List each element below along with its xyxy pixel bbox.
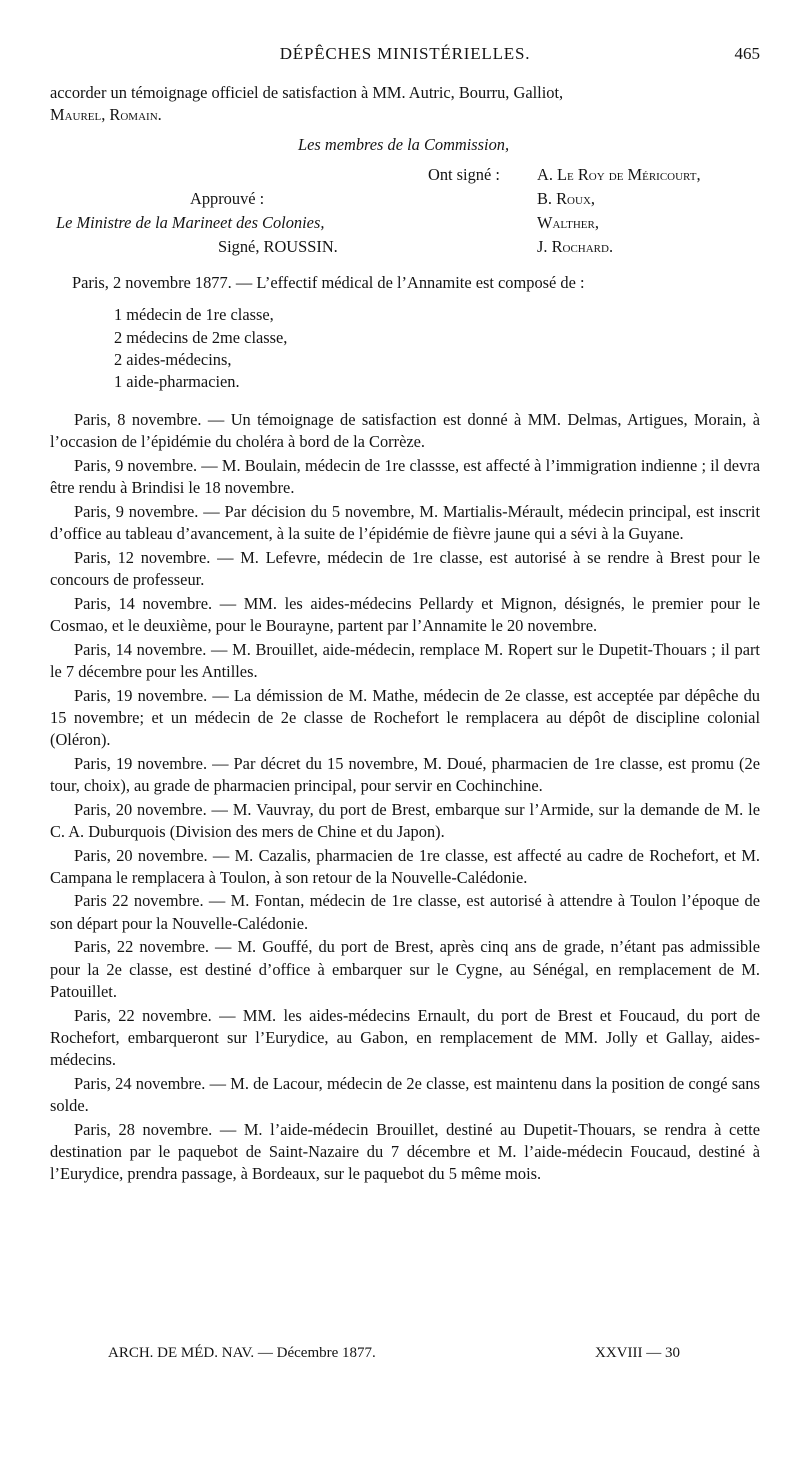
intro-line: Maurel, Romain. xyxy=(50,105,162,125)
footer-journal: ARCH. DE MÉD. NAV. — Décembre 1877. xyxy=(108,1345,376,1361)
approuve-label: Approuvé : xyxy=(190,189,265,209)
dispatch-paragraph: Paris, 22 novembre. — M. Gouffé, du port de Brest, après cinq ans de grade, n’étant pas admissible pour la 2e classe, est destiné d’office à embarquer sur le Cygne, au Sénégal, en remplacement de M. Patouillet. xyxy=(50,937,760,1001)
dispatch-paragraph: Paris, 12 novembre. — M. Lefevre, médecin de 1re classe, est autorisé à se rendre à Brest pour le concours de professeur. xyxy=(50,547,760,590)
running-title: DÉPÊCHES MINISTÉRIELLES. xyxy=(279,44,531,63)
signature-block xyxy=(50,126,760,300)
signatory-name: Walther, xyxy=(537,213,599,233)
dispatch-paragraph: Paris, 9 novembre. — Par décision du 5 novembre, M. Martialis-Mérault, médecin principal, est inscrit d’office au tableau d’avancement, à la suite de l’épidémie de fièvre jaune qui a sévi à la Guyane. xyxy=(50,502,760,544)
dispatch-paragraph: Paris, 8 novembre. — Un témoignage de satisfaction est donné à MM. Delmas, Artigues, Morain, à l’occasion de l’épidémie du choléra à bord de la Corrèze. xyxy=(50,410,760,452)
dispatch-paragraph: Paris, 20 novembre. — M. Cazalis, pharmacien de 1re classe, est affecté au cadre de Rochefort, et M. Campana le remplacera à Toulon, à son retour de la Nouvelle-Calédonie. xyxy=(50,845,760,887)
footer-signature-mark: XXVIII — 30 xyxy=(595,1345,680,1361)
list-item: 1 médecin de 1re classe, xyxy=(114,305,274,325)
signatory-name: B. Roux, xyxy=(537,189,595,209)
commission-members: Les membres de la Commission, xyxy=(298,135,510,155)
page-body xyxy=(50,82,760,1185)
effectif-paragraph: Paris, 2 novembre 1877. — L’effectif médical de l’Annamite est composé de : xyxy=(72,273,585,293)
dispatch-paragraph: Paris, 20 novembre. — M. Vauvray, du port de Brest, embarque sur l’Armide, sur la demande de M. le C. A. Duburquois (Division des mers de Chine et du Japon). xyxy=(50,799,760,841)
list-item: 1 aide-pharmacien. xyxy=(114,372,240,392)
effectif-list xyxy=(114,304,760,393)
dispatch-paragraph: Paris, 14 novembre. — MM. les aides-médecins Pellardy et Mignon, désignés, le premier pour le Cosmao, et le deuxième, pour le Bourayne, partent par l’Annamite le 20 novembre. xyxy=(50,593,760,636)
page-number: 465 xyxy=(734,44,760,63)
dispatch-paragraph: Paris, 19 novembre. — La démission de M. Mathe, médecin de 2e classe, est acceptée par dépêche du 15 novembre; et un médecin de 2e classe de Rochefort le remplacera au dépôt de discipline colonial (Oléron). xyxy=(50,685,760,750)
dispatch-paragraph: Paris, 22 novembre. — MM. les aides-médecins Ernault, du port de Brest et Foucaud, du port de Rochefort, embarqueront sur l’Eurydice, au Gabon, en remplacement de MM. Jolly et Gallay, aides-médecins. xyxy=(50,1005,760,1069)
dispatch-paragraph: Paris, 28 novembre. — M. l’aide-médecin Brouillet, destiné au Dupetit-Thouars, se rendra à cette destination par le paquebot de Saint-Nazaire du 7 décembre et M. l’aide-médecin Foucaud, destiné à l’Eurydice, prendra passage, à Bordeaux, sur le paquebot du 5 même mois. xyxy=(50,1119,760,1183)
dispatch-paragraph: Paris, 14 novembre. — M. Brouillet, aide-médecin, remplace M. Ropert sur le Dupetit-Thouars ; il part le 7 décembre pour les Antilles. xyxy=(50,639,760,681)
ont-signe-label: Ont signé : xyxy=(428,165,500,185)
dispatch-paragraph: Paris, 19 novembre. — Par décret du 15 novembre, M. Doué, pharmacien de 1re classe, est promu (2e tour, choix), au grade de pharmacien principal, pour servir en Cochinchine. xyxy=(50,753,760,795)
signatory-name: A. Le Roy de Méricourt, xyxy=(537,165,701,185)
list-item: 2 aides-médecins, xyxy=(114,349,232,369)
list-item: 2 médecins de 2me classe, xyxy=(114,327,288,347)
dispatch-paragraph: Paris, 9 novembre. — M. Boulain, médecin de 1re classse, est affecté à l’immigration indienne ; il devra être rendu à Brindisi le 18 novembre. xyxy=(50,456,760,498)
signatory-name: J. Rochard. xyxy=(537,237,614,257)
page-header xyxy=(50,44,760,70)
dispatch-paragraph: Paris 22 novembre. — M. Fontan, médecin de 1re classe, est autorisé à attendre à Toulon l’époque de son départ pour la Nouvelle-Calédonie. xyxy=(50,891,760,933)
minister-signature: Signé, ROUSSIN. xyxy=(218,237,338,257)
intro-line: accorder un témoignage officiel de satisfaction à MM. Autric, Bourru, Galliot, xyxy=(50,83,564,102)
dispatch-paragraph: Paris, 24 novembre. — M. de Lacour, médecin de 2e classe, est maintenu dans la position de congé sans solde. xyxy=(50,1073,760,1115)
minister-title: Le Ministre de la Marineet des Colonies, xyxy=(56,213,325,233)
